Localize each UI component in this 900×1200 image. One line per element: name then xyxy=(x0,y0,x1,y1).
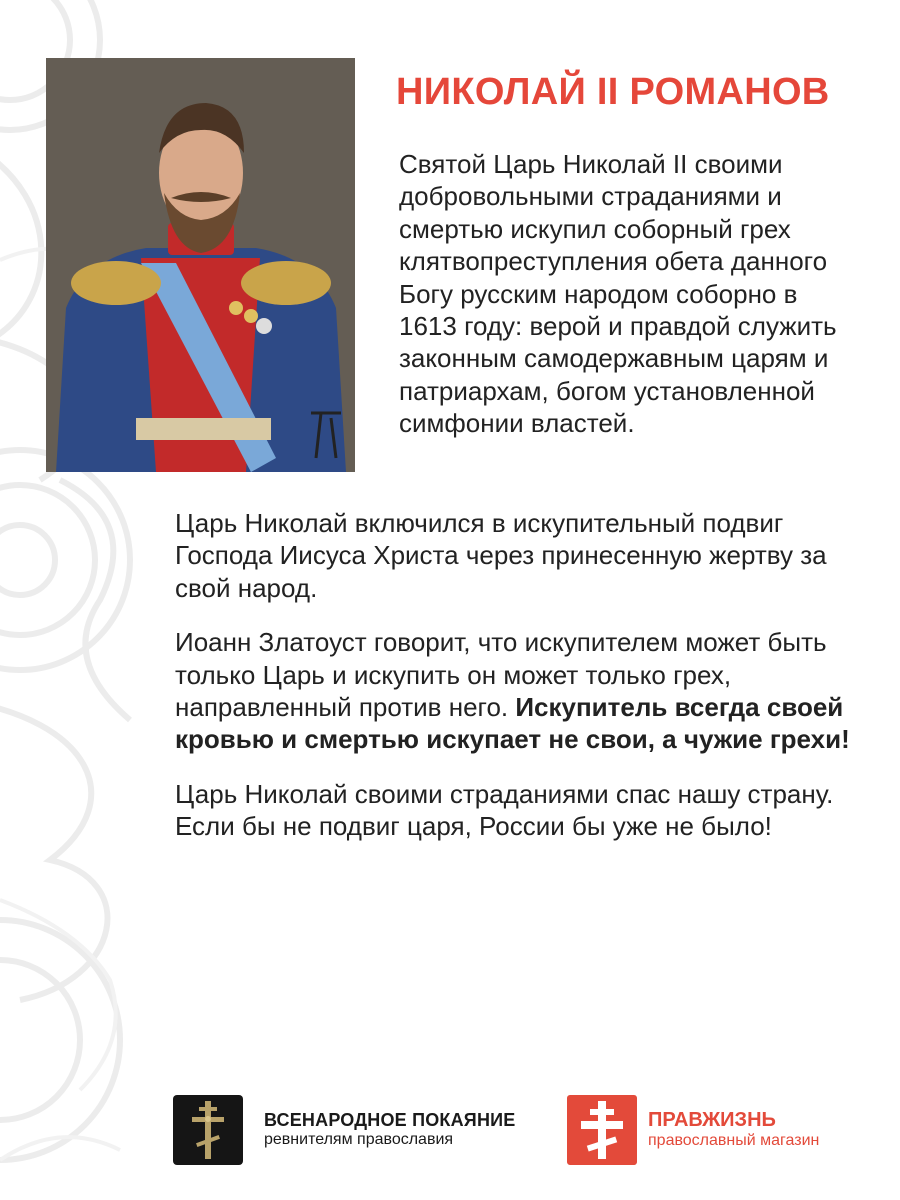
intro-paragraph: Святой Царь Николай II своими добровольными страданиями и смертью искупил соборный грех клятвопреступления обета данного Богу русским народом соборно в 1613 году: верой и правдой служить законным самодержавным царям и патриархам, богом установленной симфонии властей. xyxy=(399,149,837,439)
paragraph-2 xyxy=(175,626,865,756)
paragraph-1: Царь Николай включился в искупительный подвиг Господа Иисуса Христа через принесенную жертву за свой народ. xyxy=(175,508,827,603)
left-logo-title: ВСЕНАРОДНОЕ ПОКАЯНИЕ xyxy=(264,1110,516,1130)
vsenarodnoe-pokayanie-logo[interactable] xyxy=(173,1095,515,1165)
tsar-portrait-image xyxy=(46,58,355,472)
paragraph-2-bold: Искупитель всегда своей кровью и смертью искупает не свои, а чужие грехи! xyxy=(175,692,850,755)
right-logo-title: ПРАВЖИЗНЬ xyxy=(648,1109,776,1131)
orthodox-cross-icon xyxy=(173,1095,243,1165)
left-logo-subtitle: ревнителям православия xyxy=(264,1131,454,1148)
body-text xyxy=(175,507,865,865)
page-title: НИКОЛАЙ II РОМАНОВ xyxy=(396,71,830,113)
paragraph-3: Царь Николай своими страданиями спас нашу страну. Если бы не подвиг царя, России бы уже не было! xyxy=(175,778,834,842)
right-logo-subtitle: православный магазин xyxy=(648,1132,820,1149)
paragraph-2-text: Иоанн Златоуст говорит, что искупителем может быть только Царь и искупить он может только грех, направленный против него. xyxy=(175,627,827,723)
orthodox-cross-icon xyxy=(567,1095,637,1165)
pravzhizn-logo[interactable] xyxy=(567,1095,819,1165)
